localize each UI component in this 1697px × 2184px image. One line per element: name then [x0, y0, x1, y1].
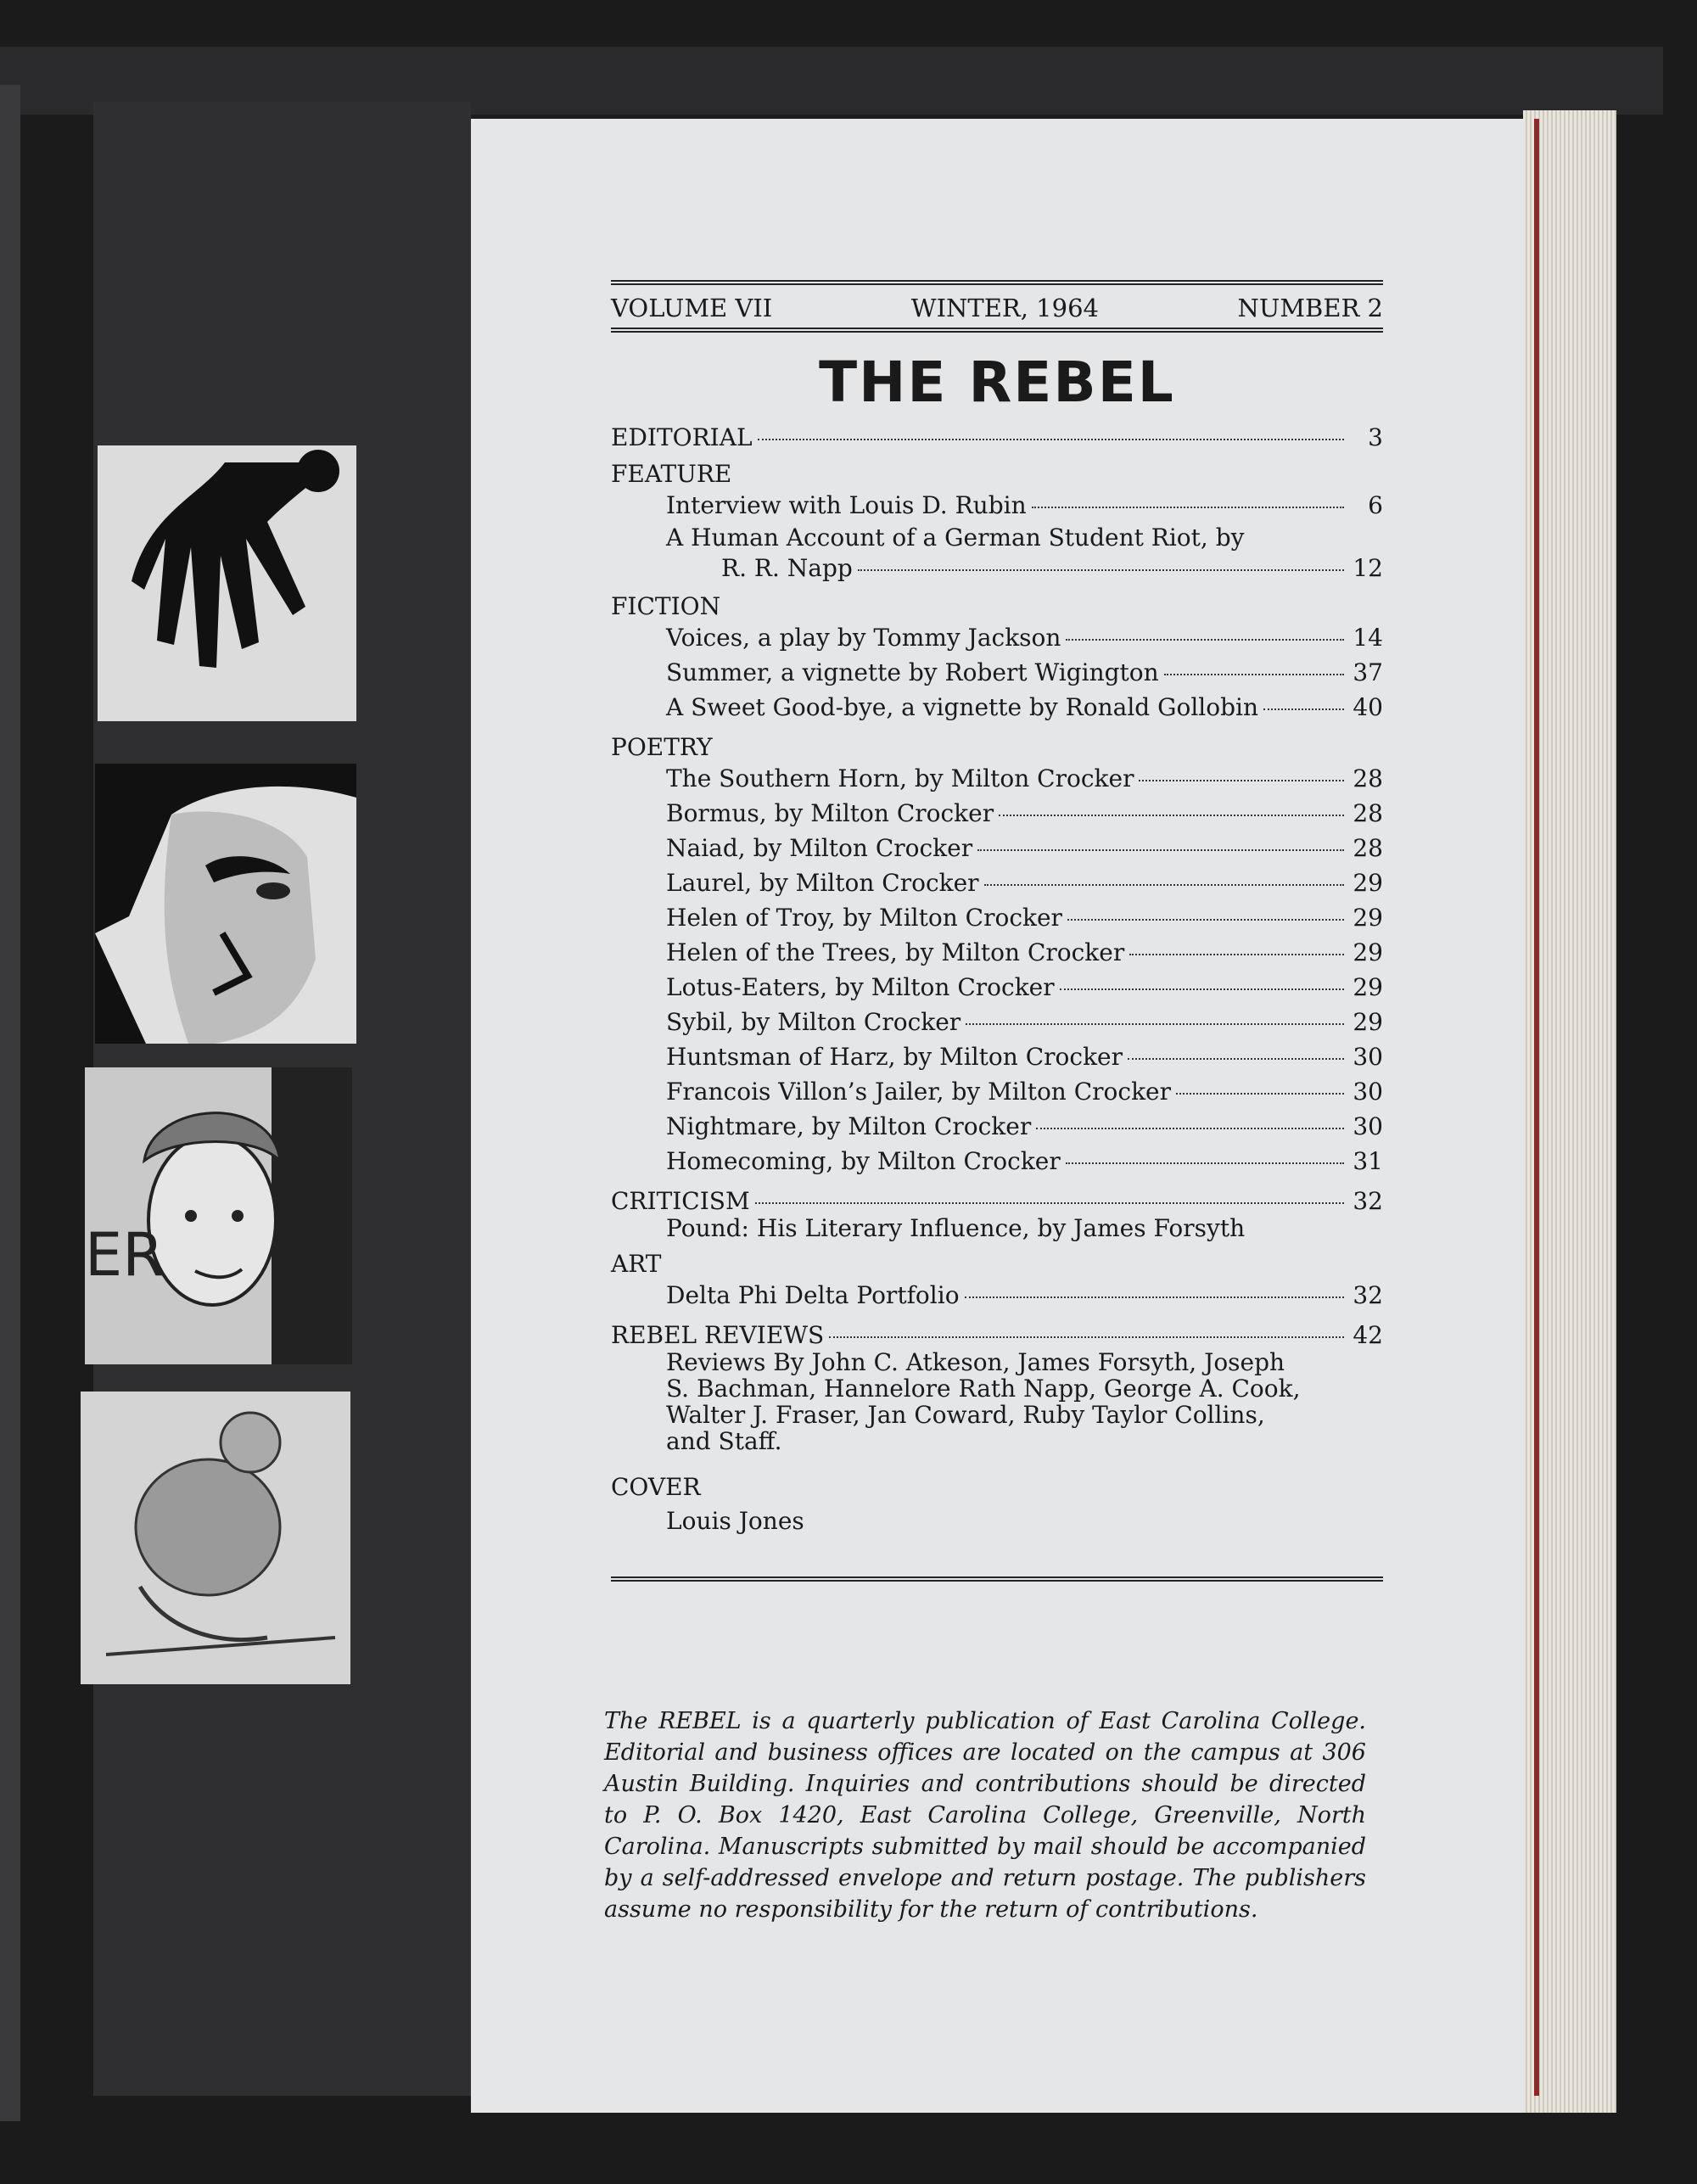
list-item — [666, 620, 1383, 655]
entry-title: A Sweet Good-bye, a vignette by Ronald Gollobin — [666, 693, 1259, 721]
page-number: 28 — [1353, 834, 1383, 862]
page-number: 32 — [1353, 1281, 1383, 1309]
section-label: REBEL REVIEWS — [611, 1321, 825, 1349]
list-item — [666, 655, 1383, 690]
page-number: 29 — [1353, 1008, 1383, 1036]
list-item — [666, 865, 1383, 900]
dot-leader — [966, 1023, 1344, 1025]
entry-title: Helen of the Trees, by Milton Crocker — [666, 938, 1125, 966]
page-number: 30 — [1353, 1078, 1383, 1106]
section-reviews — [611, 1321, 1383, 1349]
list-item — [666, 1074, 1383, 1109]
dot-leader — [755, 1202, 1344, 1204]
binding-red-edge — [1534, 119, 1539, 2096]
list-item — [666, 1005, 1383, 1039]
dot-leader — [858, 569, 1344, 571]
dot-leader — [829, 1336, 1344, 1338]
page-number: 29 — [1353, 938, 1383, 966]
art-panel-hand — [98, 445, 356, 721]
dot-leader — [1060, 988, 1344, 990]
list-item — [666, 1278, 1383, 1313]
entry-title: Sybil, by Milton Crocker — [666, 1008, 961, 1036]
page-number: 29 — [1353, 869, 1383, 897]
section-label: EDITORIAL — [611, 423, 753, 451]
dot-leader — [1032, 507, 1344, 508]
criticism-description: Pound: His Literary Influence, by James Forsyth — [666, 1214, 1246, 1242]
art-panel-figure — [81, 1392, 350, 1684]
page-number: 12 — [1353, 554, 1383, 582]
dot-leader — [965, 1296, 1344, 1298]
list-item — [666, 935, 1383, 970]
dot-leader — [1176, 1093, 1344, 1095]
art-panel-letters: ER — [85, 1220, 164, 1290]
list-item — [666, 796, 1383, 831]
page-number: 30 — [1353, 1043, 1383, 1071]
cover-description: Louis Jones — [666, 1507, 804, 1535]
entry-title: Lotus-Eaters, by Milton Crocker — [666, 973, 1055, 1001]
page-number: 6 — [1368, 491, 1383, 519]
list-item — [666, 761, 1383, 796]
page-number: 28 — [1353, 799, 1383, 827]
art-panel-portrait — [85, 1067, 352, 1364]
page-number: 42 — [1353, 1321, 1383, 1349]
section-editorial — [611, 423, 1383, 451]
entry-title: Francois Villon’s Jailer, by Milton Crocker — [666, 1078, 1171, 1106]
list-item — [666, 831, 1383, 865]
page-number: 32 — [1353, 1187, 1383, 1215]
publication-note: The REBEL is a quarterly publication of East Carolina College. Editorial and business offices are located on the campus at 306 Austin Building. Inquiries and contributions should be directed to P. O. Box 1420, East Carolina College, Greenville, North Carolina. Manuscripts submitted by mail should be accompanied by a self-addressed envelope and return postage. The publishers assume no responsibility for the return of contributions. — [604, 1708, 1366, 1923]
section-cover-label: COVER — [611, 1473, 701, 1501]
page-number: 29 — [1353, 904, 1383, 932]
dot-leader — [1066, 639, 1344, 641]
entry-title-continued: R. R. Napp — [721, 554, 853, 582]
reviews-line: Walter J. Fraser, Jan Coward, Ruby Taylor Collins, — [666, 1401, 1265, 1429]
dot-leader — [1164, 674, 1344, 675]
art-panel-face — [95, 764, 356, 1044]
dot-leader — [1139, 780, 1344, 781]
page-number: 14 — [1353, 624, 1383, 652]
section-criticism — [611, 1187, 1383, 1215]
entry-title: Bormus, by Milton Crocker — [666, 799, 994, 827]
entry-title: Summer, a vignette by Robert Wigington — [666, 658, 1159, 686]
volume-label: VOLUME VII — [611, 294, 773, 322]
page-number: 3 — [1368, 423, 1383, 451]
dot-leader — [984, 884, 1344, 886]
dot-leader — [1066, 1162, 1344, 1164]
entry-title: Laurel, by Milton Crocker — [666, 869, 979, 897]
section-label: CRITICISM — [611, 1187, 750, 1215]
masthead-bottom-rule — [611, 328, 1383, 333]
reviews-line: Reviews By John C. Atkeson, James Forsyth, Joseph — [666, 1348, 1285, 1376]
reviews-line: and Staff. — [666, 1427, 782, 1455]
page-number: 40 — [1353, 693, 1383, 721]
list-item — [666, 523, 1383, 584]
entry-title: Nightmare, by Milton Crocker — [666, 1112, 1032, 1140]
page-number: 29 — [1353, 973, 1383, 1001]
page-number: 28 — [1353, 764, 1383, 792]
dot-leader — [1067, 919, 1344, 921]
figure-sketch-illustration — [81, 1392, 350, 1684]
dot-leader — [1129, 954, 1344, 955]
season-label: WINTER, 1964 — [910, 294, 1099, 322]
list-item — [666, 970, 1383, 1005]
section-feature-label: FEATURE — [611, 460, 732, 488]
hand-splatter-illustration — [98, 445, 356, 721]
book-spine — [0, 85, 20, 2121]
dot-leader — [999, 815, 1344, 816]
section-fiction-label: FICTION — [611, 592, 721, 620]
page-number: 31 — [1353, 1147, 1383, 1175]
entry-title: Homecoming, by Milton Crocker — [666, 1147, 1061, 1175]
dot-leader — [1263, 708, 1344, 710]
issue-number: NUMBER 2 — [1237, 294, 1383, 322]
entry-title: Voices, a play by Tommy Jackson — [666, 624, 1061, 652]
reviews-description — [666, 1349, 1383, 1454]
entry-title: Interview with Louis D. Rubin — [666, 491, 1027, 519]
list-item — [666, 690, 1383, 725]
list-item — [666, 488, 1383, 523]
list-item — [666, 1144, 1383, 1179]
dot-leader — [977, 849, 1344, 851]
reviews-line: S. Bachman, Hannelore Rath Napp, George A. Cook, — [666, 1375, 1301, 1403]
entry-title: Huntsman of Harz, by Milton Crocker — [666, 1043, 1123, 1071]
dot-leader — [1036, 1128, 1344, 1129]
entry-title: Naiad, by Milton Crocker — [666, 834, 973, 862]
masthead — [611, 285, 1383, 328]
section-poetry-label: POETRY — [611, 733, 713, 761]
page-number: 37 — [1353, 658, 1383, 686]
face-illustration — [95, 764, 356, 1044]
magazine-title: THE REBEL — [819, 350, 1175, 415]
table-of-contents — [611, 280, 1383, 1582]
list-item — [666, 1039, 1383, 1074]
list-item — [666, 900, 1383, 935]
section-art-label: ART — [611, 1250, 662, 1278]
entry-title: The Southern Horn, by Milton Crocker — [666, 764, 1134, 792]
entry-title: Delta Phi Delta Portfolio — [666, 1281, 960, 1309]
portrait-sketch-illustration — [85, 1067, 352, 1364]
list-item — [666, 1109, 1383, 1144]
contents-bottom-rule — [611, 1576, 1383, 1582]
dot-leader — [758, 439, 1344, 440]
page-number: 30 — [1353, 1112, 1383, 1140]
dot-leader — [1128, 1058, 1344, 1060]
entry-title: Helen of Troy, by Milton Crocker — [666, 904, 1062, 932]
entry-title: A Human Account of a German Student Riot, by — [666, 524, 1245, 552]
